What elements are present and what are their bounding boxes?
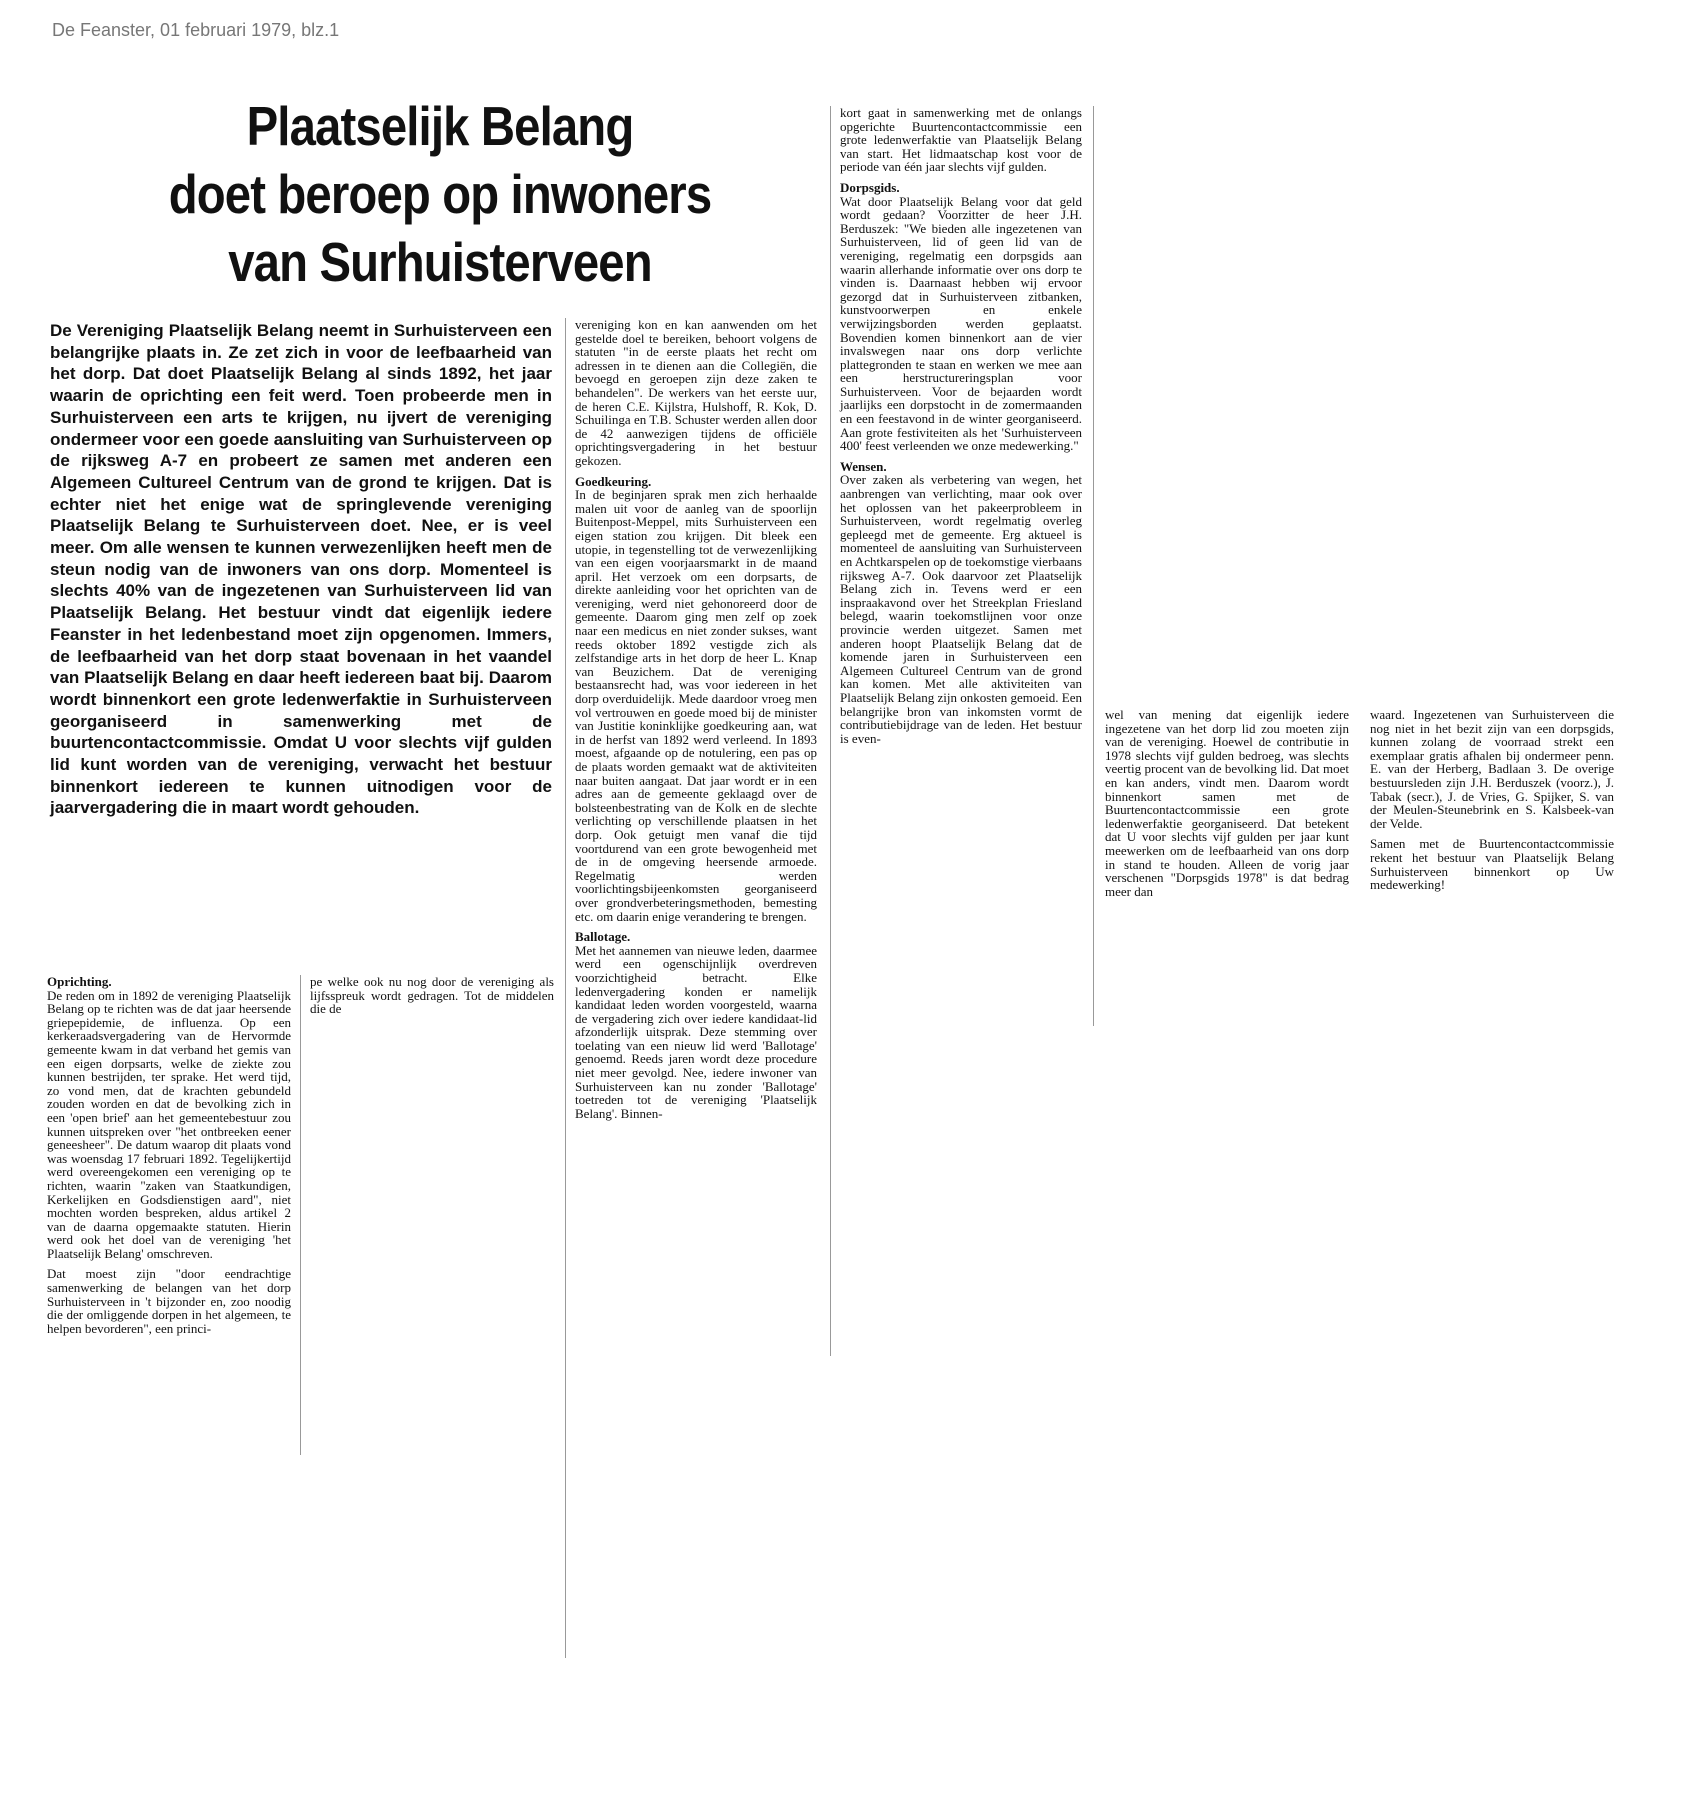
headline-line-3: van Surhuisterveen — [228, 231, 652, 293]
column-1 — [47, 975, 291, 1342]
column-2-paragraph-1: pe welke ook nu nog door de vereniging als lijfsspreuk wordt gedragen. Tot de middelen die de — [310, 974, 554, 1017]
article-headline — [113, 92, 767, 296]
column-rule — [565, 318, 566, 1658]
column-3-paragraph-1: vereniging kon en kan aanwenden om het gestelde doel te bereiken, behoort volgens de statuten "in de eerste plaats het recht om adressen in te dienen aan die Collegiën, die bevoegd en geroepen zijn deze zaken te behandelen". De werkers van het eerste uur, de heren C.E. Kijlstra, Hulshoff, R. Kok, D. Schuilinga en T.B. Schuster werden allen door de 42 aanwezigen tijdens de officiële oprichtingsvergadering in het bestuur gekozen. — [575, 317, 817, 468]
column-1-paragraph-2: Dat moest zijn "door eendrachtige samenwerking de belangen van het dorp Surhuisterveen in 't bijzonder en, zoo noodig die der omliggende dorpen in het algemeen, te helpen bevorderen", een princi- — [47, 1266, 291, 1336]
headline-line-2: doet beroep op inwoners — [168, 163, 712, 225]
column-rule — [1093, 106, 1094, 1026]
section-heading-oprichting: Oprichting. — [47, 974, 112, 989]
column-6 — [1370, 708, 1614, 899]
column-5 — [1105, 708, 1349, 905]
column-3-paragraph-3: Met het aannemen van nieuwe leden, daarmee werd een ogenschijnlijk overdreven voorzichtigheid betracht. Elke ledenvergadering konden er namelijk kandidaat leden worden voorgesteld, waarna de vergadering zich over iedere kandidaat-lid afzonderlijk uitsprak. Deze stemming over toelating van een nieuw lid werd 'Ballotage' genoemd. Reeds jaren wordt deze procedure niet meer gevolgd. Nee, iedere inwoner van Surhuisterveen kan nu zonder 'Ballotage' toetreden tot de vereniging 'Plaatselijk Belang'. Binnen- — [575, 942, 817, 1121]
column-6-paragraph-1: waard. Ingezetenen van Surhuisterveen die nog niet in het bezit zijn van een dorpsgids, kunnen zolang de voorraad strekt een exemplaar gratis afhalen bij ondermeer penn. E. van der Herberg, Badlaan 3. De overige bestuursleden zijn J.H. Berduszek (voorz.), J. Tabak (secr.), J. de Vries, G. Spijker, S. van der Meulen-Steunebrink en S. Kalsbeek-van der Velde. — [1370, 707, 1614, 831]
column-4-paragraph-1: kort gaat in samenwerking met de onlangs opgerichte Buurtencontactcommissie een grote ledenwerfaktie van Plaatselijk Belang van start. Het lidmaatschap kost voor de periode van één jaar slechts vijf gulden. — [840, 105, 1082, 175]
column-5-paragraph-1: wel van mening dat eigenlijk iedere ingezetene van het dorp lid zou moeten zijn van de vereniging. Hoewel de contributie in 1978 slechts vijf gulden bedroeg, was slechts veertig procent van de bevolking lid. Dat moet en kan anders, vindt men. Daarom wordt binnenkort samen met de Buurtencontactcommissie een grote ledenwerfaktie georganiseerd. Dat betekent dat U voor slechts vijf gulden per jaar kunt meewerken om de leefbaarheid van ons dorp in stand te houden. Alleen de vorig jaar verschenen "Dorpsgids 1978" is dat bedrag meer dan — [1105, 707, 1349, 899]
section-heading-goedkeuring: Goedkeuring. — [575, 473, 652, 489]
column-2 — [310, 975, 554, 1023]
column-4-paragraph-3: Over zaken als verbetering van wegen, het aanbrengen van verlichting, maar ook over het oplossen van het pakeerprobleem in Surhuisterveen, wordt regelmatig overleg gepleegd met de gemeente. Erg aktueel is momenteel de aansluiting van Surhuisterveen en Achtkarspelen op de toekomstige vierbaans rijksweg A-7. Ook daarvoor zet Plaatselijk Belang zich in. Tevens werd er een inspraakavond over het Streekplan Friesland belegd, waarin toekomstlijnen voor onze provincie werden uitgezet. Samen met anderen hoopt Plaatselijk Belang dat de komende jaren in Surhuisterveen een Algemeen Cultureel Centrum van de grond kan komen. Met alle aktiviteiten van Plaatselijk Belang zijn onkosten gemoeid. Een belangrijke bron van inkomsten vormt de contributiebijdrage van de leden. Het bestuur is even- — [840, 472, 1082, 746]
column-rule — [300, 975, 301, 1455]
section-heading-ballotage: Ballotage. — [575, 929, 631, 945]
column-4-paragraph-2: Wat door Plaatselijk Belang voor dat geld wordt gedaan? Voorzitter de heer J.H. Berduszek: "We bieden alle ingezetenen van Surhuisterveen, lid of geen lid van de vereniging, regelmatig een dorpsgids aan waarin allerhande informatie over ons dorp te vinden is. Daarnaast hebben wij ervoor gezorgd dat in Surhuisterveen zitbanken, kunstvoorwerpen en enkele verwijzingsborden werden geplaatst. Bovendien komen binnenkort aan de vier invalswegen naar ons dorp verlichte plattegronden te staan en werken we mee aan een herstructureringsplan voor Surhuisterveen. Voor de bejaarden wordt jaarlijks een dorpstocht in de zomermaanden en een feestavond in de winter georganiseerd. Aan grote festiviteiten als het 'Surhuisterveen 400' feest verleenden we onze medewerking." — [840, 193, 1082, 454]
section-heading-wensen: Wensen. — [840, 458, 887, 474]
column-6-paragraph-2: Samen met de Buurtencontactcommissie rekent het bestuur van Plaatselijk Belang Surhuisterveen binnenkort op Uw medewerking! — [1370, 836, 1614, 893]
column-3 — [575, 318, 817, 1127]
column-1-paragraph-1: De reden om in 1892 de vereniging Plaatselijk Belang op te richten was de dat jaar heersende griepepidemie, de influenza. Op een kerkeraadsvergadering van de Hervormde gemeente kwam in dat verband het gemis van een eigen dorpsarts, welke de ziekte zou kunnen bestrijden, ter sprake. Het werd tijd, zo vond men, dat de krachten gebundeld zouden worden en dat de bevolking zich in een 'open brief' aan het gemeentebestuur zou kunnen uitspreken over "het ontbreeken eener geneesheer". De datum waarop dit plaats vond was woensdag 17 februari 1892. Tegelijkertijd werd overeengekomen een vereniging op te richten, waarin "zaken van Staatkundigen, Kerkelijken en Godsdienstigen aard", niet mochten worden bespreken, aldus artikel 2 van de daarna opgemaakte statuten. Hierin werd ook het doel van de vereniging 'het Plaatselijk Belang' omschreven. — [47, 987, 291, 1261]
column-3-paragraph-2: In de beginjaren sprak men zich herhaalde malen uit voor de aanleg van de spoorlijn Buitenpost-Meppel, mits Surhuisterveen een eigen station zou krijgen. Dit bleek een utopie, in tegenstelling tot de verwezenlijking van een eigen voorjaarsmarkt in de maand april. Het verzoek om een dorpsarts, de direkte aanleiding voor het oprichten van de vereniging, werd niet gehonoreerd door de gemeente. Daarom ging men zelf op zoek naar een medicus en niet zonder sukses, want reeds oktober 1892 vestigde zich als zelfstandige arts in het dorp de heer L. Knap van Beuzichem. Dat de vereniging bestaansrecht had, was voor iedereen in het dorp overduidelijk. Mede daardoor vroeg men vol vertrouwen en goede moed bij de minister van Justitie koninklijke goedkeuring aan, wat in de herfst van 1892 werd verleend. In 1893 moest, afgaande op de notulering, een pas op de plaats worden gemaakt wat de aktiviteiten naar buiten aangaat. Dat jaar wordt er in een adres aan de gemeente geklaagd over de bolsteenbestrating van de Kolk en de slechte verlichting op verschillende plaatsen in het dorp. Ook getuigt men vanaf die tijd voortdurend van een grote bewogenheid met de in de omgeving heersende armoede. Regelmatig werden voorlichtingsbijeenkomsten georganiseerd over grondverbeteringsmethoden, bemesting etc. om daarin enige verandering te brengen. — [575, 487, 817, 924]
column-rule — [830, 106, 831, 1356]
article-intro: De Vereniging Plaatselijk Belang neemt in Surhuisterveen een belangrijke plaats in. Ze zet zich in voor de leefbaarheid van het dorp. Dat doet Plaatselijk Belang al sinds 1892, het jaar waarin de oprichting een feit werd. Toen probeerde men in Surhuisterveen een arts te krijgen, nu ijvert de vereniging ondermeer voor een goede aansluiting van Surhuisterveen op de rijksweg A-7 en probeert ze samen met anderen een Algemeen Cultureel Centrum van de grond te krijgen. Dat is echter niet het enige wat de springlevende vereniging Plaatselijk Belang te Surhuisterveen doet. Nee, er is veel meer. Om alle wensen te kunnen verwezenlijken heeft men de steun nodig van de inwoners van ons dorp. Momenteel is slechts 40% van de ingezetenen van Surhuisterveen lid van Plaatselijk Belang. Het bestuur vindt dat eigenlijk iedere Feanster in het ledenbestand moet zijn opgenomen. Immers, de leefbaarheid van het dorp staat bovenaan in het vaandel van Plaatselijk Belang en daar heeft iedereen baat bij. Daarom wordt binnenkort een grote ledenwerfaktie in Surhuisterveen georganiseerd in samenwerking met de buurtencontactcommissie. Omdat U voor slechts vijf gulden lid kunt worden van de vereniging, verwacht het bestuur binnenkort iedereen te kunnen uitnodigen voor de jaarvergadering die in maart wordt gehouden. — [50, 321, 552, 818]
page-caption: De Feanster, 01 februari 1979, blz.1 — [52, 20, 340, 40]
section-heading-dorpsgids: Dorpsgids. — [840, 179, 900, 195]
column-4 — [840, 106, 1082, 752]
headline-line-1: Plaatselijk Belang — [246, 95, 634, 157]
